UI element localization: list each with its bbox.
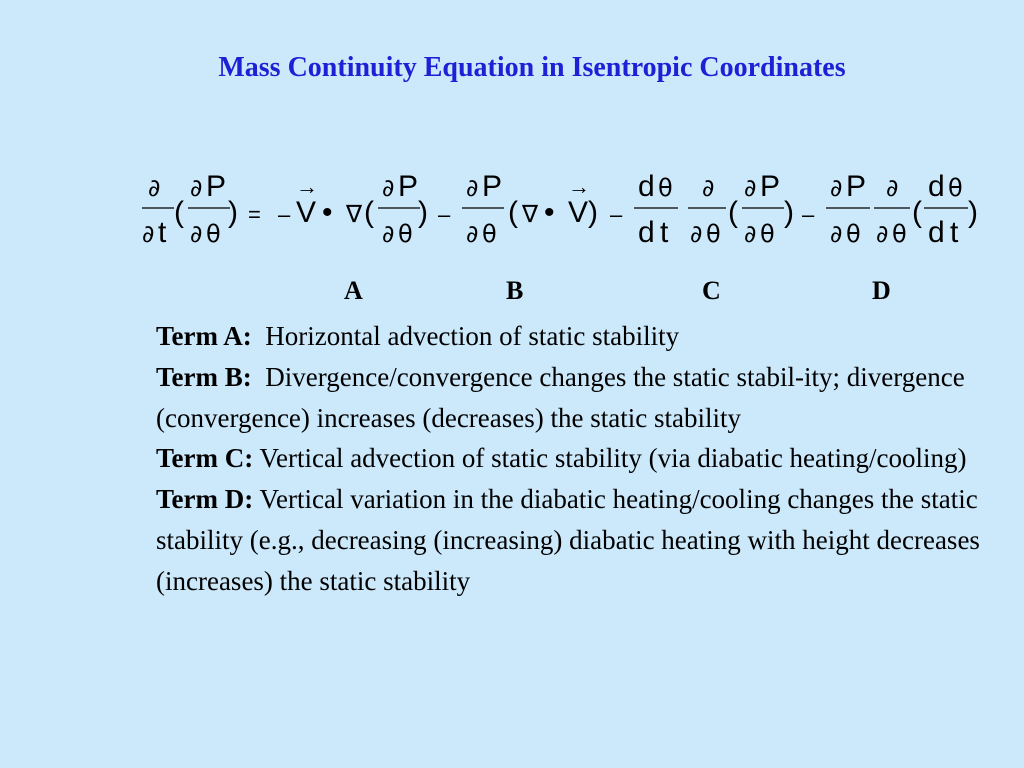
eq-P: P	[206, 170, 227, 203]
eq-minus: –	[610, 202, 623, 227]
eq-partial: ∂	[466, 220, 479, 248]
term-c-description	[156, 438, 996, 479]
eq-partial: ∂	[744, 220, 757, 248]
eq-lparen: (	[508, 196, 518, 229]
term-d-label: Term D:	[156, 484, 254, 515]
eq-rparen: )	[784, 196, 794, 229]
eq-P: P	[398, 170, 419, 203]
eq-partial: ∂	[690, 220, 703, 248]
eq-t: t	[950, 216, 959, 249]
eq-theta: θ	[482, 220, 497, 248]
term-descriptions	[156, 316, 996, 602]
eq-minus: –	[278, 202, 291, 227]
eq-nabla: ∇	[522, 200, 539, 228]
eq-partial: ∂	[886, 174, 899, 202]
eq-theta: θ	[206, 220, 221, 248]
term-label-c: C	[702, 276, 721, 305]
eq-d: d	[638, 170, 655, 203]
term-b-description	[156, 357, 996, 439]
eq-theta: θ	[398, 220, 413, 248]
eq-lparen: (	[728, 196, 738, 229]
continuity-equation	[130, 160, 1000, 270]
eq-d: d	[638, 216, 655, 249]
equation-graphic	[130, 160, 1000, 270]
term-d-description	[156, 479, 996, 601]
eq-d: d	[928, 216, 945, 249]
eq-partial: ∂	[382, 220, 395, 248]
term-label-a: A	[344, 276, 363, 305]
eq-partial: ∂	[830, 220, 843, 248]
eq-theta: θ	[706, 220, 721, 248]
eq-equals: =	[248, 202, 261, 227]
eq-rparen: )	[968, 196, 978, 229]
term-a-text: Horizontal advection of static stability	[251, 321, 680, 351]
eq-theta: θ	[658, 174, 673, 202]
eq-rparen: )	[228, 196, 238, 229]
eq-vector-arrow: →	[568, 174, 590, 199]
eq-V: V	[568, 196, 589, 229]
term-d-text: Vertical variation in the diabatic heating/cooling changes the static stability (e.g., decreasing (increasing) diabatic heating with height decreases (increases) the static stability	[156, 484, 987, 596]
eq-partial: ∂	[466, 174, 479, 202]
eq-P: P	[482, 170, 503, 203]
eq-lparen: (	[174, 196, 184, 229]
eq-lparen: (	[364, 196, 374, 229]
term-a-label: Term A:	[156, 321, 252, 351]
eq-partial: ∂	[190, 220, 203, 248]
eq-dot: •	[544, 196, 555, 229]
eq-t: t	[158, 216, 167, 249]
term-label-b: B	[506, 276, 524, 305]
eq-theta: θ	[846, 220, 861, 248]
eq-d: d	[928, 170, 945, 203]
eq-partial: ∂	[830, 174, 843, 202]
eq-vector-arrow: →	[296, 174, 318, 199]
eq-rparen: )	[418, 196, 428, 229]
eq-partial: ∂	[190, 174, 203, 202]
term-c-label: Term C:	[156, 443, 254, 474]
slide-title: Mass Continuity Equation in Isentropic Coordinates	[218, 52, 846, 83]
eq-t: t	[660, 216, 669, 249]
eq-rparen: )	[588, 196, 598, 229]
eq-theta: θ	[892, 220, 907, 248]
eq-dot: •	[322, 196, 333, 229]
eq-P: P	[846, 170, 867, 203]
term-c-text: Vertical advection of static stability (via diabatic heating/cooling)	[253, 443, 967, 474]
term-labels	[0, 276, 1024, 310]
term-b-label: Term B:	[156, 361, 252, 392]
eq-theta: θ	[760, 220, 775, 248]
eq-partial: ∂	[744, 174, 757, 202]
term-label-d: D	[872, 276, 891, 305]
eq-V: V	[296, 196, 317, 229]
eq-partial: ∂	[142, 220, 155, 248]
eq-partial: ∂	[702, 174, 715, 202]
eq-nabla: ∇	[346, 200, 363, 228]
eq-P: P	[760, 170, 781, 203]
eq-theta: θ	[948, 174, 963, 202]
eq-partial: ∂	[148, 174, 161, 202]
eq-minus: –	[802, 202, 815, 227]
eq-partial: ∂	[382, 174, 395, 202]
term-b-text: Divergence/convergence changes the static stabil-ity; divergence (convergence) increases (decreases) the static stability	[156, 361, 972, 433]
eq-partial: ∂	[876, 220, 889, 248]
term-a-description	[156, 316, 996, 357]
eq-minus: –	[438, 202, 451, 227]
eq-lparen: (	[912, 196, 922, 229]
